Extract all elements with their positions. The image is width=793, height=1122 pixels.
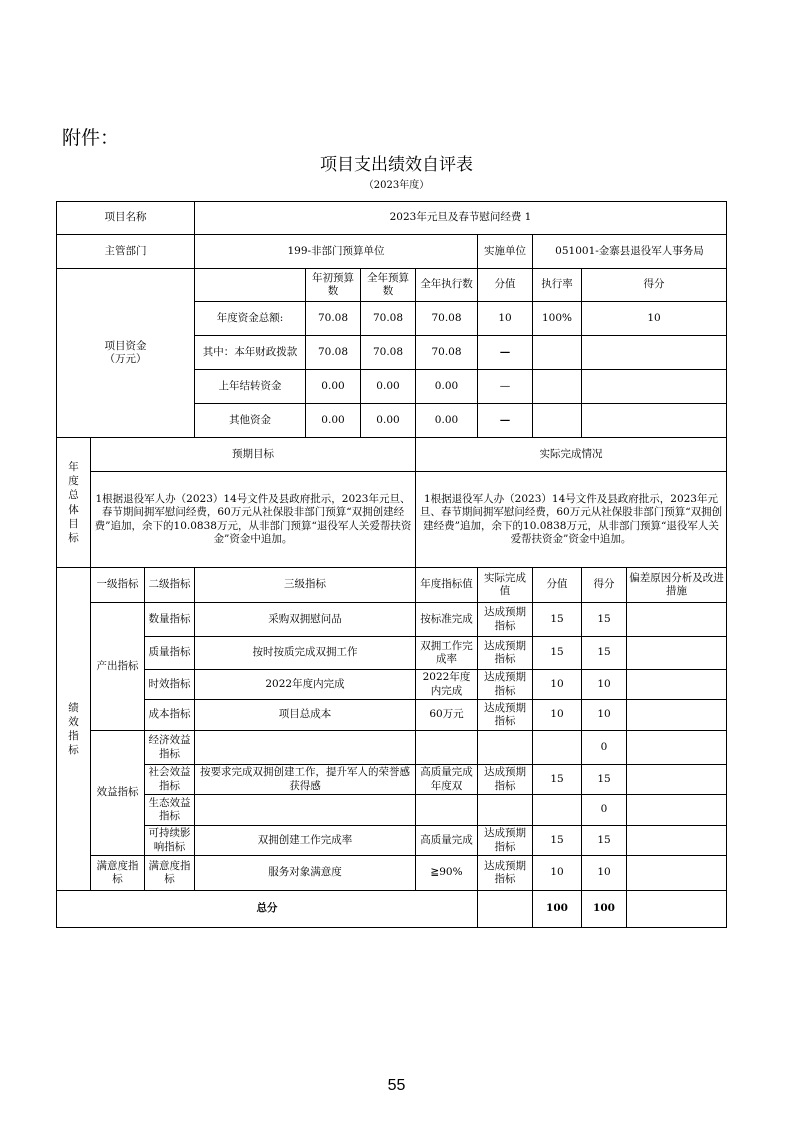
funds-init: 0.00 bbox=[306, 370, 361, 404]
satisfaction-l3: 服务对象满意度 bbox=[195, 856, 416, 891]
ind-target: 60万元 bbox=[416, 700, 478, 731]
output-indicator-label: 产出指标 bbox=[91, 603, 145, 731]
total-score-val: 100 bbox=[533, 891, 582, 928]
indicators-label-cell bbox=[57, 568, 91, 891]
ind-target: 双拥工作完成率 bbox=[416, 637, 478, 670]
funds-init: 70.08 bbox=[306, 336, 361, 370]
ind-score-val: 10 bbox=[533, 670, 582, 700]
funds-exec: 70.08 bbox=[416, 336, 478, 370]
benefit-indicator-label: 效益指标 bbox=[91, 731, 145, 856]
total-label: 总分 bbox=[57, 891, 478, 928]
ind-l3: 双拥创建工作完成率 bbox=[195, 826, 416, 856]
funds-score-val: — bbox=[478, 404, 533, 438]
ind-note bbox=[627, 637, 727, 670]
funds-full: 0.00 bbox=[361, 370, 416, 404]
impl-label: 实施单位 bbox=[478, 235, 533, 269]
ind-target bbox=[416, 795, 478, 826]
ind-l3 bbox=[195, 731, 416, 765]
ind-actual bbox=[478, 731, 533, 765]
funds-label: 项目资金 （万元） bbox=[57, 269, 195, 438]
funds-exec: 0.00 bbox=[416, 370, 478, 404]
ind-note bbox=[627, 700, 727, 731]
satisfaction-target: ≧90% bbox=[416, 856, 478, 891]
funds-score-val: 10 bbox=[478, 302, 533, 336]
ind-note bbox=[627, 670, 727, 700]
funds-header-blank bbox=[195, 269, 306, 302]
ind-header-score: 得分 bbox=[582, 568, 627, 603]
ind-l2: 经济效益指标 bbox=[145, 731, 195, 765]
funds-header-rate: 执行率 bbox=[533, 269, 582, 302]
ind-score-val: 10 bbox=[533, 700, 582, 731]
ind-l3: 按要求完成双拥创建工作，提升军人的荣誉感获得感 bbox=[195, 765, 416, 795]
funds-header-score-val: 分值 bbox=[478, 269, 533, 302]
funds-score: 10 bbox=[582, 302, 727, 336]
ind-l3: 2022年度内完成 bbox=[195, 670, 416, 700]
funds-init: 70.08 bbox=[306, 302, 361, 336]
goals-expected-header: 预期目标 bbox=[91, 438, 416, 472]
ind-score-val: 15 bbox=[533, 603, 582, 637]
ind-header-target: 年度指标值 bbox=[416, 568, 478, 603]
dept-value: 199-非部门预算单位 bbox=[195, 235, 478, 269]
ind-header-note: 偏差原因分析及改进措施 bbox=[627, 568, 727, 603]
satisfaction-score-val: 10 bbox=[533, 856, 582, 891]
attachment-label: 附件： bbox=[62, 127, 120, 149]
page-number: 55 bbox=[387, 1077, 406, 1094]
total-score: 100 bbox=[582, 891, 627, 928]
funds-rate bbox=[533, 336, 582, 370]
funds-exec: 70.08 bbox=[416, 302, 478, 336]
satisfaction-actual: 达成预期指标 bbox=[478, 856, 533, 891]
ind-score: 15 bbox=[582, 603, 627, 637]
ind-score: 10 bbox=[582, 700, 627, 731]
funds-rate bbox=[533, 404, 582, 438]
ind-l2: 生态效益指标 bbox=[145, 795, 195, 826]
year-subtitle: （2023年度） bbox=[363, 180, 430, 191]
total-actual-blank bbox=[478, 891, 533, 928]
ind-note bbox=[627, 826, 727, 856]
ind-actual: 达成预期指标 bbox=[478, 637, 533, 670]
ind-score: 0 bbox=[582, 731, 627, 765]
goals-label-cell bbox=[57, 438, 91, 568]
ind-header-l1: 一级指标 bbox=[91, 568, 145, 603]
dept-label: 主管部门 bbox=[57, 235, 195, 269]
ind-l2: 成本指标 bbox=[145, 700, 195, 731]
ind-header-l2: 二级指标 bbox=[145, 568, 195, 603]
ind-header-actual: 实际完成值 bbox=[478, 568, 533, 603]
funds-rate bbox=[533, 370, 582, 404]
ind-actual: 达成预期指标 bbox=[478, 826, 533, 856]
ind-note bbox=[627, 795, 727, 826]
ind-target bbox=[416, 731, 478, 765]
funds-score-val: — bbox=[478, 336, 533, 370]
ind-l3: 项目总成本 bbox=[195, 700, 416, 731]
funds-full: 0.00 bbox=[361, 404, 416, 438]
impl-value: 051001-金寨县退役军人事务局 bbox=[533, 235, 727, 269]
self-evaluation-table bbox=[56, 201, 727, 928]
ind-score: 15 bbox=[582, 826, 627, 856]
satisfaction-score: 10 bbox=[582, 856, 627, 891]
funds-header-init: 年初预算数 bbox=[306, 269, 361, 302]
ind-l2: 数量指标 bbox=[145, 603, 195, 637]
funds-header-exec: 全年执行数 bbox=[416, 269, 478, 302]
ind-actual: 达成预期指标 bbox=[478, 765, 533, 795]
ind-target: 高质量完成年度双 bbox=[416, 765, 478, 795]
funds-exec: 0.00 bbox=[416, 404, 478, 438]
indicators-label: 绩效指标 bbox=[68, 701, 79, 757]
ind-score-val: 15 bbox=[533, 826, 582, 856]
funds-full: 70.08 bbox=[361, 336, 416, 370]
ind-actual: 达成预期指标 bbox=[478, 700, 533, 731]
funds-full: 70.08 bbox=[361, 302, 416, 336]
ind-target: 高质量完成 bbox=[416, 826, 478, 856]
ind-note bbox=[627, 603, 727, 637]
ind-score-val: 15 bbox=[533, 637, 582, 670]
goals-actual-text: 1根据退役军人办（2023）14号文件及县政府批示，2023年元旦、春节期间拥军慰问经费，60万元从社保股非部门预算“双拥创建经费”追加，余下的10.0838万元，从非部门预算“退役军人关爱帮扶资金”资金中追加。 bbox=[416, 472, 727, 568]
funds-score bbox=[582, 370, 727, 404]
ind-target: 2022年度内完成 bbox=[416, 670, 478, 700]
ind-target: 按标准完成 bbox=[416, 603, 478, 637]
project-name-label: 项目名称 bbox=[57, 202, 195, 235]
satisfaction-l1: 满意度指标 bbox=[91, 856, 145, 891]
funds-row-label: 年度资金总额: bbox=[195, 302, 306, 336]
ind-header-score-val: 分值 bbox=[533, 568, 582, 603]
goals-actual-header: 实际完成情况 bbox=[416, 438, 727, 472]
funds-header-full: 全年预算数 bbox=[361, 269, 416, 302]
ind-score: 15 bbox=[582, 765, 627, 795]
funds-row-label: 其中：本年财政拨款 bbox=[195, 336, 306, 370]
funds-score bbox=[582, 404, 727, 438]
ind-l2: 时效指标 bbox=[145, 670, 195, 700]
ind-score-val bbox=[533, 795, 582, 826]
ind-note bbox=[627, 731, 727, 765]
ind-score: 10 bbox=[582, 670, 627, 700]
project-name-value: 2023年元旦及春节慰问经费 1 bbox=[195, 202, 727, 235]
funds-rate: 100% bbox=[533, 302, 582, 336]
ind-score: 0 bbox=[582, 795, 627, 826]
total-note-blank bbox=[627, 891, 727, 928]
ind-l3 bbox=[195, 795, 416, 826]
ind-actual: 达成预期指标 bbox=[478, 670, 533, 700]
ind-score-val: 15 bbox=[533, 765, 582, 795]
satisfaction-l2: 满意度指标 bbox=[145, 856, 195, 891]
funds-score bbox=[582, 336, 727, 370]
funds-score-val: — bbox=[478, 370, 533, 404]
ind-l2: 质量指标 bbox=[145, 637, 195, 670]
funds-row-label: 上年结转资金 bbox=[195, 370, 306, 404]
ind-l2: 社会效益指标 bbox=[145, 765, 195, 795]
goals-label: 年度总体目标 bbox=[68, 460, 79, 544]
ind-actual: 达成预期指标 bbox=[478, 603, 533, 637]
funds-init: 0.00 bbox=[306, 404, 361, 438]
page-title: 项目支出绩效自评表 bbox=[320, 155, 473, 175]
ind-header-l3: 三级指标 bbox=[195, 568, 416, 603]
funds-header-score: 得分 bbox=[582, 269, 727, 302]
ind-actual bbox=[478, 795, 533, 826]
ind-note bbox=[627, 765, 727, 795]
goals-expected-text: 1根据退役军人办（2023）14号文件及县政府批示，2023年元旦、春节期间拥军慰问经费，60万元从社保股非部门预算“双拥创建经费”追加，余下的10.0838万元，从非部门预算“退役军人关爱帮扶资金”资金中追加。 bbox=[91, 472, 416, 568]
ind-l2: 可持续影响指标 bbox=[145, 826, 195, 856]
ind-l3: 按时按质完成双拥工作 bbox=[195, 637, 416, 670]
ind-score: 15 bbox=[582, 637, 627, 670]
ind-l3: 采购双拥慰问品 bbox=[195, 603, 416, 637]
satisfaction-note bbox=[627, 856, 727, 891]
funds-row-label: 其他资金 bbox=[195, 404, 306, 438]
ind-score-val bbox=[533, 731, 582, 765]
